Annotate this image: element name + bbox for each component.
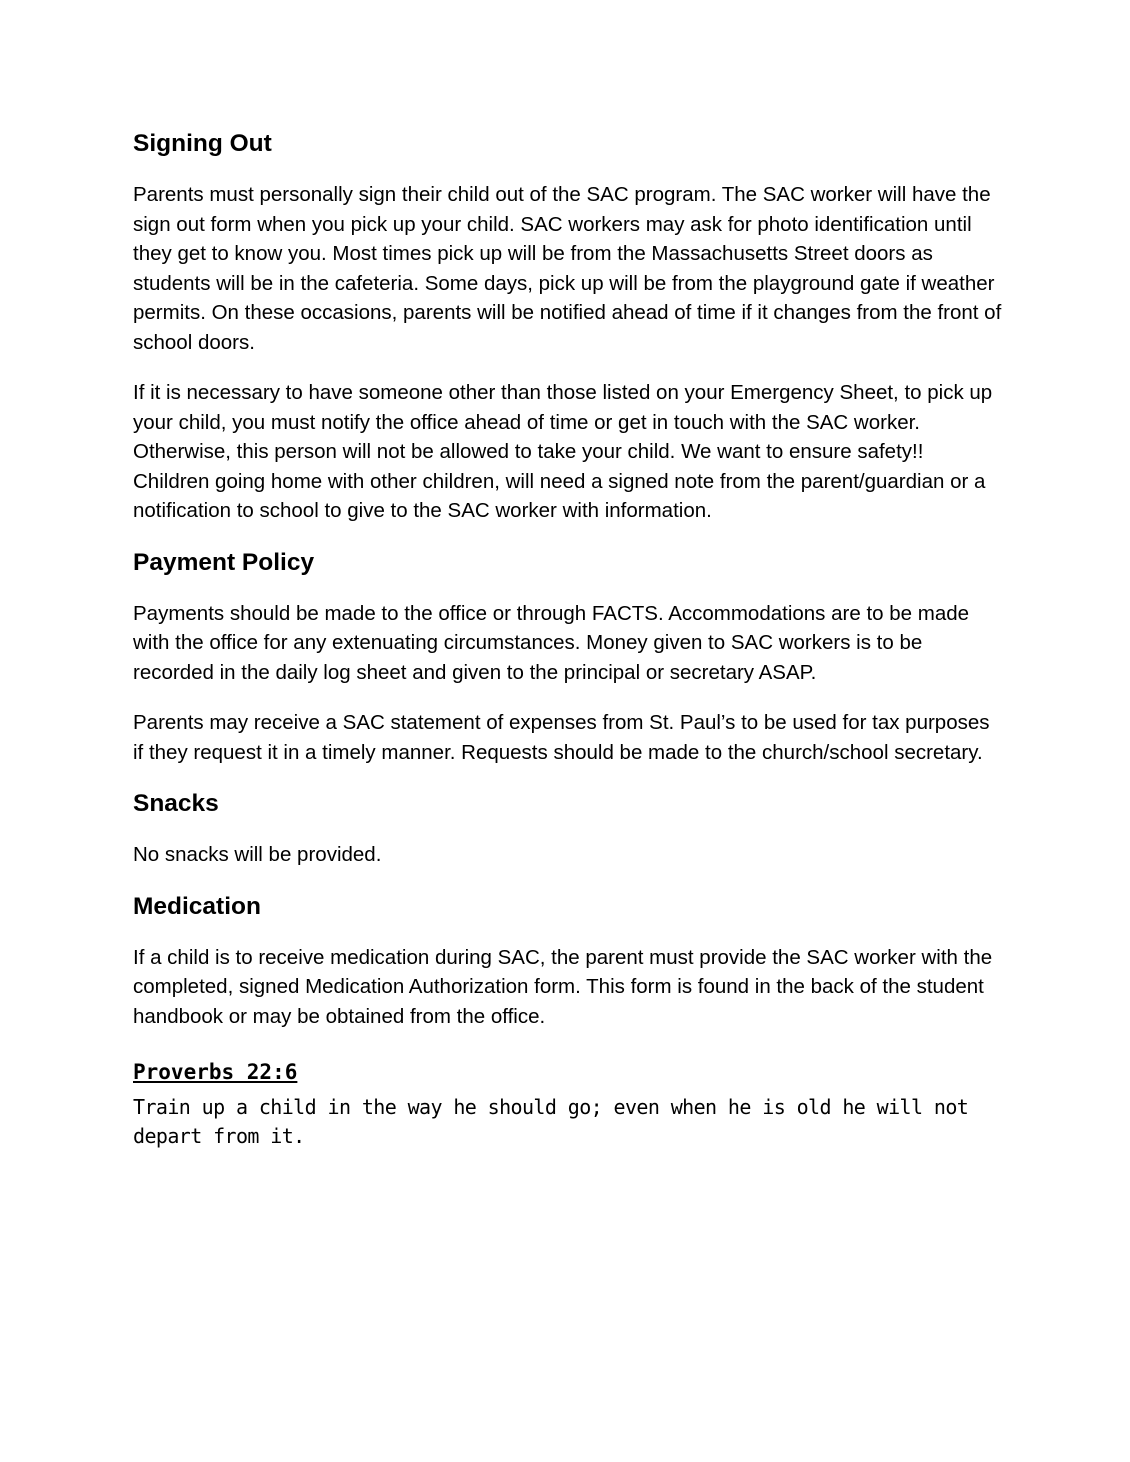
payment-policy-heading: Payment Policy (133, 548, 315, 576)
verse-text: Train up a child in the way he should go; even when he is old he will not depart from it. (133, 1095, 969, 1148)
signing-out-paragraph-1: Parents must personally sign their child out of the SAC program. The SAC worker will have the sign out form when you pick up your child. SAC workers may ask for photo identification until they get to know you. Most times pick up will be from the Massachusetts Street doors as students will be in the cafeteria. Some days, pick up will be from the playground gate if weather permits. On these occasions, parents will be notified ahead of time if it changes from the front of school doors. (133, 183, 1002, 354)
medication-heading: Medication (133, 892, 261, 920)
snacks-heading: Snacks (133, 790, 219, 817)
verse-reference: Proverbs 22:6 (133, 1060, 298, 1084)
payment-policy-paragraph-1: Payments should be made to the office or through FACTS. Accommodations are to be made with the office for any extenuating circumstances. Money given to SAC workers is to be recorded in the daily log sheet and given to the principal or secretary ASAP. (133, 601, 970, 684)
snacks-paragraph-1: No snacks will be provided. (133, 843, 382, 866)
signing-out-paragraph-2: If it is necessary to have someone other than those listed on your Emergency Sheet, to pick up your child, you must notify the office ahead of time or get in touch with the SAC worker. Otherwise, this person will not be allowed to take your child. We want to ensure safety!! Children going home with other children, will need a signed note from the parent/guardian or a notification to school to give to the SAC worker with information. (133, 381, 993, 522)
signing-out-heading: Signing Out (133, 130, 272, 157)
medication-paragraph-1: If a child is to receive medication during SAC, the parent must provide the SAC worker with the completed, signed Medication Authorization form. This form is found in the back of the student handbook or may be obtained from the office. (133, 945, 993, 1028)
payment-policy-paragraph-2: Parents may receive a SAC statement of expenses from St. Paul’s to be used for tax purposes if they request it in a timely manner. Requests should be made to the church/school secretary. (133, 711, 990, 764)
document-page (133, 128, 1003, 1151)
